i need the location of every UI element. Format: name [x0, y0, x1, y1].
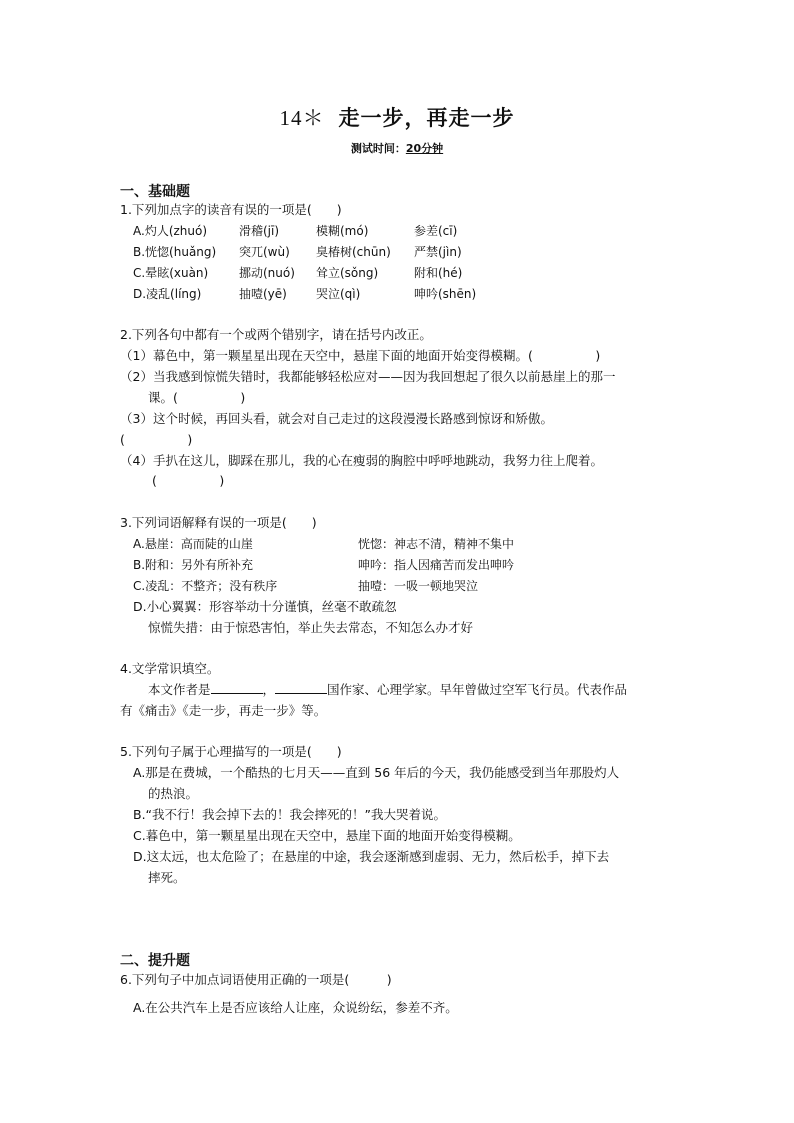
q5-d-line-2: 摔死。 [148, 870, 186, 885]
q1-a-4: 参差(cī) [414, 224, 458, 238]
q1-a-2: 滑稽(jī) [239, 224, 280, 238]
q4-text-c: 国作家、心理学家。早年曾做过空军飞行员。代表作品 [327, 682, 628, 697]
section-advanced-heading: 二、提升题 [120, 953, 190, 969]
q1-c-4: 附和(hé) [414, 266, 463, 280]
q1-d-3: 哭泣(qì) [316, 287, 361, 301]
q6-a: A.在公共汽车上是否应该给人让座，众说纷纭，参差不齐。 [133, 1000, 458, 1015]
q6-stem: 6.下列句子中加点词语使用正确的一项是( ) [120, 972, 392, 987]
lesson-number: 14＊ [279, 106, 325, 130]
test-time-label: 测试时间： [350, 142, 406, 155]
q5-b: B.“我不行！我会掉下去的！我会摔死的！”我大哭着说。 [133, 807, 447, 822]
q5-stem: 5.下列句子属于心理描写的一项是( ) [120, 744, 342, 759]
q4-blank-author[interactable] [211, 681, 263, 694]
q3-c-2: 抽噎：一吸一顿地哭泣 [358, 579, 479, 593]
q1-d-4: 呻吟(shēn) [414, 287, 477, 301]
q3-c-1: C.凌乱：不整齐；没有秩序 [133, 579, 278, 593]
q3-b-1: B.附和：另外有所补充 [133, 558, 254, 572]
q1-b-4: 严禁(jìn) [414, 245, 462, 259]
q4-stem: 4.文学常识填空。 [120, 661, 220, 676]
q2-stem: 2.下列各句中都有一个或两个错别字，请在括号内改正。 [120, 327, 432, 342]
q3-stem: 3.下列词语解释有误的一项是( ) [120, 515, 317, 530]
q3-d-line-1: D.小心翼翼：形容举动十分谨慎，丝毫不敢疏忽 [133, 599, 397, 614]
section-basic-heading: 一、基础题 [120, 184, 190, 200]
q1-a-3: 模糊(mó) [316, 224, 369, 238]
q4-line-2: 有《痛击》《走一步，再走一步》等。 [120, 703, 327, 718]
q3-d-line-2: 惊慌失措：由于惊恐害怕，举止失去常态，不知怎么办才好 [148, 620, 474, 635]
q3-b-2: 呻吟：指人因痛苦而发出呻吟 [358, 558, 515, 572]
test-time [0, 140, 794, 156]
q4-blank-country[interactable] [275, 681, 327, 694]
q1-c-3: 耸立(sǒng) [316, 266, 379, 280]
q3-a-2: 恍惚：神志不清，精神不集中 [358, 537, 515, 551]
q5-a-line-1: A.那是在费城，一个酷热的七月天——直到 56 年后的今天，我仍能感受到当年那股灼人 [133, 765, 620, 780]
q1-c-2: 挪动(nuó) [239, 266, 295, 280]
q4-text-a: 本文作者是 [148, 682, 211, 697]
q2-line-5: ( ) [120, 432, 193, 447]
q1-b-1: B.恍惚(huǎng) [133, 245, 217, 259]
q4-line-1 [148, 681, 627, 699]
q1-d-1: D.凌乱(líng) [133, 287, 202, 301]
q1-a-1: A.灼人(zhuó) [133, 224, 208, 238]
q5-a-line-2: 的热浪。 [148, 786, 199, 801]
q4-text-b: ， [262, 682, 276, 697]
lesson-title: 走一步，再走一步 [338, 106, 515, 130]
q2-line-3: 课。( ) [148, 390, 246, 405]
q1-b-2: 突兀(wù) [239, 245, 290, 259]
q2-line-4: （3）这个时候，再回头看，就会对自己走过的这段漫漫长路感到惊讶和矫傲。 [120, 411, 553, 426]
test-time-value: 20分钟 [405, 142, 444, 155]
page-title [0, 102, 794, 132]
q1-c-1: C.晕眩(xuàn) [133, 266, 209, 280]
q1-b-3: 臭椿树(chūn) [316, 245, 391, 259]
q2-line-1: （1）幕色中，第一颗星星出现在天空中，悬崖下面的地面开始变得模糊。( ) [120, 348, 601, 363]
q1-stem: 1.下列加点字的读音有误的一项是( ) [120, 202, 342, 217]
q5-d-line-1: D.这太远，也太危险了；在悬崖的中途，我会逐渐感到虚弱、无力，然后松手，掉下去 [133, 849, 610, 864]
q5-c: C.暮色中，第一颗星星出现在天空中，悬崖下面的地面开始变得模糊。 [133, 828, 521, 843]
q2-line-2: （2）当我感到惊慌失错时，我都能够轻松应对——因为我回想起了很久以前悬崖上的那一 [120, 369, 616, 384]
q2-line-6: （4）手扒在这儿，脚踩在那儿，我的心在瘦弱的胸腔中呼呼地跳动，我努力往上爬着。 [120, 453, 603, 468]
q2-line-7: ( ) [152, 473, 225, 488]
q1-d-2: 抽噎(yē) [239, 287, 287, 301]
q3-a-1: A.悬崖：高而陡的山崖 [133, 537, 253, 551]
